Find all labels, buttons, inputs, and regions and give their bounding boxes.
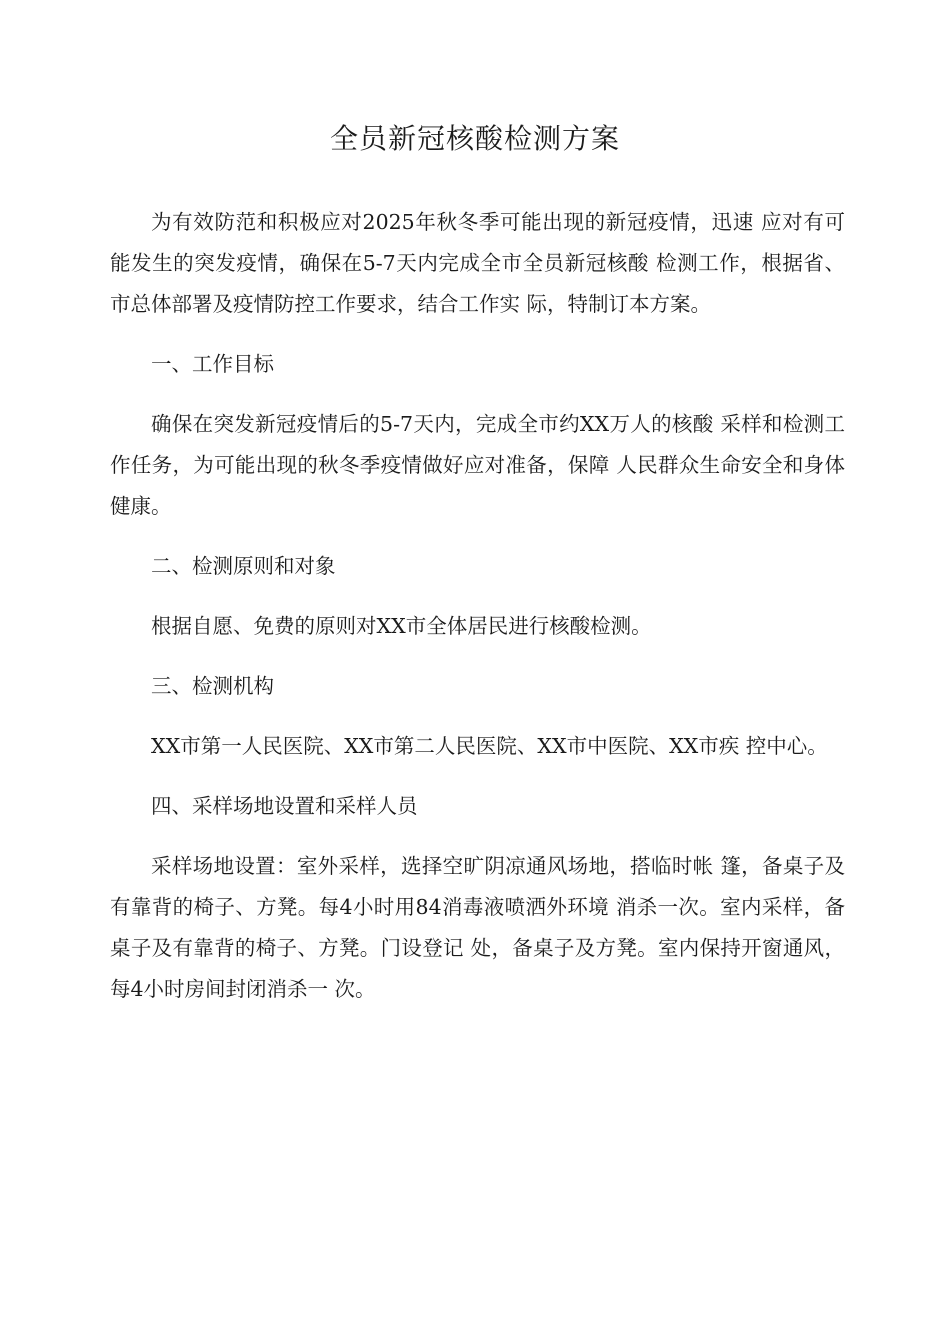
document-body bbox=[110, 202, 845, 1029]
section-heading-principles: 二、检测原则和对象 bbox=[151, 554, 336, 578]
section-text-principles: 根据自愿、免费的原则对XX市全体居民进行核酸检测。 bbox=[151, 614, 652, 638]
section-text-work-goal: 确保在突发新冠疫情后的5-7天内，完成全市约XX万人的核酸 采样和检测工作任务，为可能出现的秋冬季疫情做好应对准备，保障 人民群众生命安全和身体健康。 bbox=[110, 412, 845, 518]
document-title: 全员新冠核酸检测方案 bbox=[329, 122, 620, 155]
section-text-sampling-sites: 采样场地设置：室外采样，选择空旷阴凉通风场地，搭临时帐 篷，备桌子及有靠背的椅子、方凳。每4小时用84消毒液喷洒外环境 消杀一次。室内采样，备桌子及有靠背的椅子、方凳。门设登记 处，备桌子及方凳。室内保持开窗通风，每4小时房间封闭消杀一 次。 bbox=[110, 854, 845, 1001]
section-heading-work-goal: 一、工作目标 bbox=[151, 352, 274, 376]
section-heading-institutions: 三、检测机构 bbox=[151, 674, 274, 698]
section-text-institutions: XX市第一人民医院、XX市第二人民医院、XX市中医院、XX市疾 控中心。 bbox=[151, 734, 828, 758]
section-heading-sampling-sites: 四、采样场地设置和采样人员 bbox=[151, 794, 418, 818]
intro-paragraph: 为有效防范和积极应对2025年秋冬季可能出现的新冠疫情，迅速 应对有可能发生的突发疫情，确保在5-7天内完成全市全员新冠核酸 检测工作，根据省、市总体部署及疫情防控工作要求，结合工作实 际，特制订本方案。 bbox=[110, 210, 845, 316]
